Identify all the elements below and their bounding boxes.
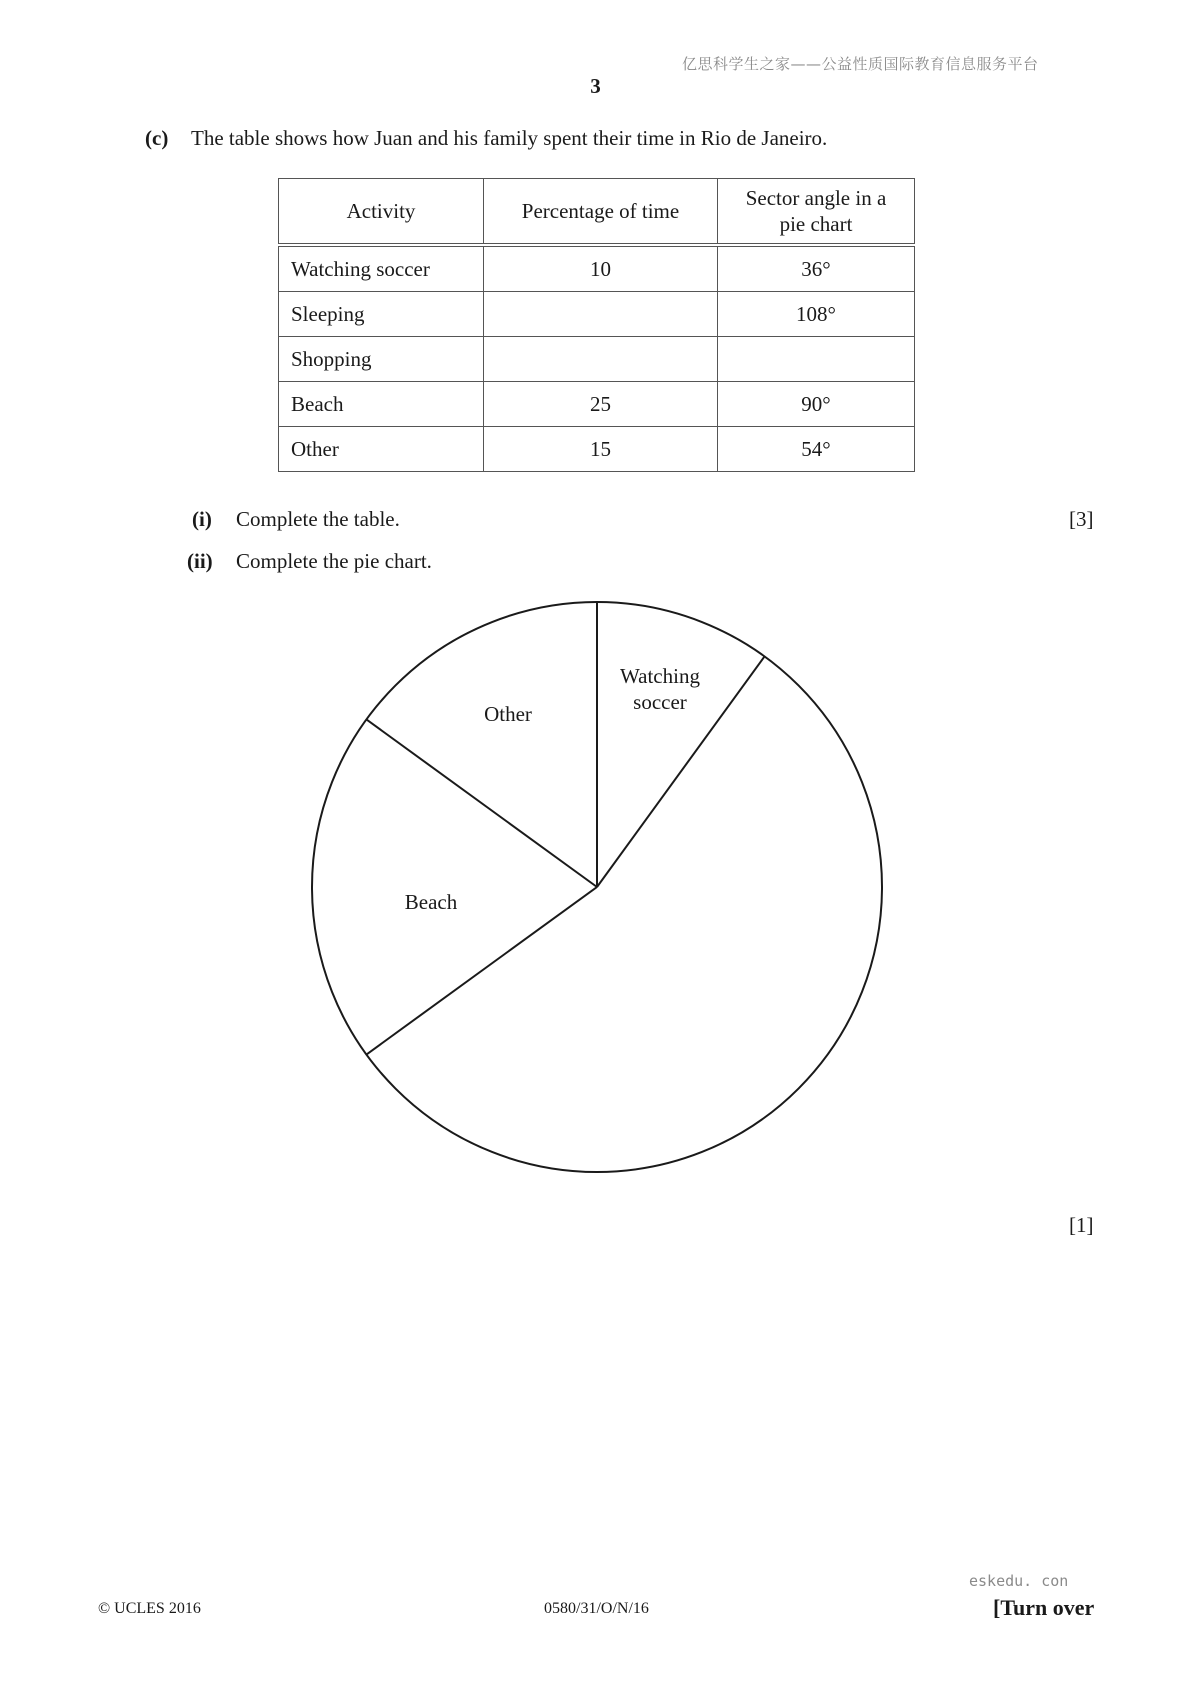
table-row	[279, 292, 915, 337]
cell-percentage: 15	[484, 427, 718, 472]
part-i-marks: [3]	[1069, 507, 1094, 531]
table-row	[279, 337, 915, 382]
cell-angle: 90°	[718, 382, 915, 427]
turn-over: [Turn over	[993, 1595, 1095, 1620]
cell-angle: 108°	[718, 292, 915, 337]
cell-activity: Beach	[279, 382, 484, 427]
part-ii-label: (ii)	[187, 549, 213, 573]
table-header-row	[279, 179, 915, 246]
label-beach: Beach	[404, 890, 458, 914]
table-row	[279, 382, 915, 427]
cell-activity: Watching soccer	[279, 245, 484, 292]
part-ii-marks: [1]	[1069, 1213, 1094, 1237]
cell-percentage-blank[interactable]	[484, 337, 718, 382]
watermark-top: 亿思科学生之家——公益性质国际教育信息服务平台	[682, 55, 1039, 73]
part-ii-text: Complete the pie chart.	[236, 549, 432, 573]
part-i-label: (i)	[192, 507, 212, 531]
cell-percentage: 25	[484, 382, 718, 427]
header-activity: Activity	[279, 179, 484, 246]
page-number: 3	[590, 74, 601, 98]
cell-angle-blank[interactable]	[718, 337, 915, 382]
header-percentage: Percentage of time	[484, 179, 718, 246]
footer-copyright: © UCLES 2016	[98, 1600, 201, 1617]
cell-activity: Other	[279, 427, 484, 472]
cell-activity: Sleeping	[279, 292, 484, 337]
pie-radius-line-3	[366, 719, 597, 887]
cell-percentage: 10	[484, 245, 718, 292]
part-i-text: Complete the table.	[236, 507, 400, 531]
cell-angle: 36°	[718, 245, 915, 292]
pie-chart[interactable]	[300, 595, 900, 1185]
watermark-bottom: eskedu. con	[969, 1572, 1069, 1590]
pie-sector-lines	[366, 602, 764, 1055]
table-row	[279, 245, 915, 292]
cell-activity: Shopping	[279, 337, 484, 382]
label-other: Other	[484, 702, 532, 726]
table-row	[279, 427, 915, 472]
pie-radius-line-2	[366, 887, 597, 1055]
header-angle: Sector angle in a pie chart	[718, 179, 915, 246]
question-text: The table shows how Juan and his family spent their time in Rio de Janeiro.	[191, 126, 828, 150]
question-label: (c)	[145, 126, 169, 150]
cell-percentage-blank[interactable]	[484, 292, 718, 337]
cell-angle: 54°	[718, 427, 915, 472]
label-watching-line1: Watching	[620, 664, 700, 688]
activity-table	[278, 178, 915, 472]
label-watching-line2: soccer	[633, 690, 687, 714]
footer-code: 0580/31/O/N/16	[544, 1600, 649, 1617]
